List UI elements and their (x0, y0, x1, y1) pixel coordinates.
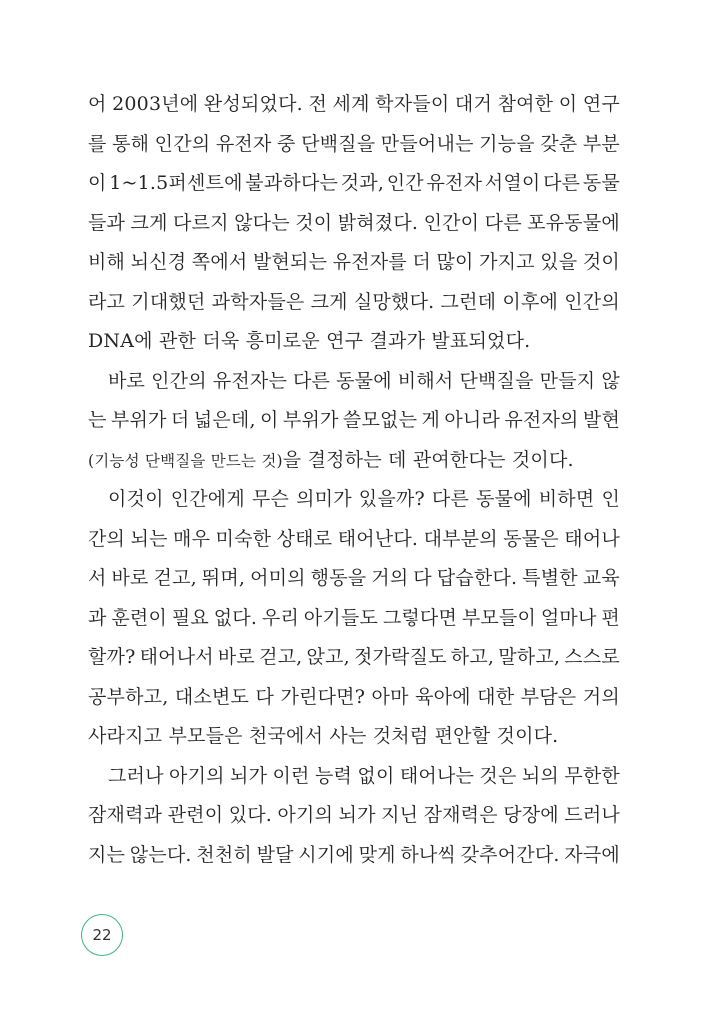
text-segment: 다 (413, 567, 432, 589)
text-segment: 동물에 (336, 369, 392, 392)
text-segment: 이런 (272, 764, 310, 787)
text-segment: 비하면 (538, 488, 595, 510)
text-segment: 하고, (450, 646, 495, 668)
text-segment: 부담은 (520, 685, 577, 708)
text-segment: 비해서 (397, 369, 454, 392)
text-segment: 미숙한 (215, 527, 272, 550)
text-segment: 없다. (213, 606, 258, 629)
text-segment: 만들어내는 (380, 132, 474, 155)
text-line (88, 559, 620, 599)
text-segment: 부위가 (282, 409, 339, 431)
text-segment: 인간의 (154, 132, 211, 155)
text-segment: 태어난다. (337, 527, 419, 550)
text-segment: 완성되었다. (203, 93, 303, 115)
text-segment: 갖추어간다. (460, 843, 560, 866)
text-segment: 말하고, (498, 646, 561, 668)
text-segment: 아기들도 (303, 606, 379, 629)
text-segment: 않다는 (234, 211, 290, 234)
text-segment: 앉고, (306, 646, 350, 668)
text-segment: 거의 (582, 685, 620, 708)
text-segment: 있을까? (358, 488, 425, 510)
text-segment: 인간의 (564, 290, 620, 313)
text-segment: 있다. (228, 804, 273, 826)
body-text (88, 85, 620, 875)
text-segment: 가지고 (479, 251, 535, 273)
text-segment: 뇌는 (130, 527, 168, 550)
text-segment: 관련이 (167, 804, 224, 826)
text-segment: 학자들이 (375, 93, 450, 115)
text-segment: 우리 (261, 606, 299, 629)
text-segment: 것이 (582, 251, 620, 273)
text-segment: 어미의 (250, 567, 306, 589)
text-segment: 부모들이 (461, 606, 537, 629)
text-line (88, 322, 620, 362)
text-segment: 이것이 (108, 488, 164, 510)
text-segment: 단백질을 (301, 132, 376, 155)
text-line (88, 401, 620, 441)
text-segment: 유전자를 (332, 251, 407, 273)
text-segment: 불과하다는 (245, 172, 339, 194)
text-line (88, 717, 620, 757)
text-line (88, 836, 620, 876)
text-segment: 유전자 (426, 172, 483, 194)
text-segment: 훈련이 (111, 606, 168, 629)
text-line (88, 757, 620, 797)
text-segment: 과 (88, 606, 107, 629)
text-segment: 육아에 (415, 685, 471, 708)
text-segment: 다른 (543, 172, 581, 194)
text-segment: 더 (170, 409, 190, 431)
text-segment: 뇌의 (521, 764, 559, 787)
text-segment: 다르지 (173, 211, 229, 234)
text-segment: 간의 (88, 527, 126, 550)
text-segment: 다른 (484, 211, 522, 234)
text-line (88, 85, 620, 125)
text-segment: 그렇다면 (382, 606, 458, 629)
text-line (88, 362, 620, 402)
text-segment: 않 (601, 369, 620, 392)
text-segment: 발현 (582, 409, 620, 431)
text-segment: 2003년에 (112, 93, 199, 115)
text-segment: 라고 (88, 290, 126, 313)
text-segment: 교육 (582, 567, 620, 589)
text-segment: 없이 (357, 764, 395, 787)
text-segment: 드러나 (564, 804, 620, 826)
text-segment: 아니라 (444, 409, 501, 431)
text-segment: 무한한 (564, 764, 620, 787)
text-segment: 다른 (431, 488, 469, 510)
text-segment: 동물에 (476, 488, 532, 510)
text-segment: 뇌가 (230, 764, 268, 787)
text-segment: 그러나 (108, 764, 164, 787)
text-segment: 부위가 (110, 409, 167, 431)
text-segment: 서 (88, 567, 107, 589)
text-segment: 천천히 (196, 843, 252, 866)
text-segment: 전 (308, 93, 327, 115)
text-segment: 할까? (88, 646, 136, 668)
text-segment: 가린다면? (280, 685, 366, 708)
text-segment: 갖춘 (540, 132, 578, 155)
text-segment: 거의 (371, 567, 409, 589)
text-segment: 1~1.5퍼센트에 (109, 172, 243, 194)
text-segment: 이후에 (502, 290, 559, 313)
text-segment: 동물은 (503, 527, 559, 550)
text-segment: 다 (255, 685, 275, 708)
text-segment: 더 (412, 251, 431, 273)
text-line (88, 164, 620, 204)
page-number: 22 (92, 926, 112, 944)
text-segment: 무슨 (251, 488, 290, 510)
page-number-badge (81, 914, 123, 956)
text-segment: 다른 (293, 369, 331, 392)
text-segment: 필요 (171, 606, 209, 629)
text-segment: 기대했던 (131, 290, 206, 313)
text-segment: 를 (88, 132, 107, 155)
text-segment: 서열이 (484, 172, 541, 194)
text-segment: 많이 (436, 251, 474, 273)
text-line (88, 796, 620, 836)
text-segment: 태어나는 (399, 764, 475, 787)
text-segment: 않는다. (129, 843, 192, 866)
text-segment: 이 (88, 172, 107, 194)
text-line (88, 204, 620, 244)
text-segment: 세계 (332, 93, 370, 115)
text-segment: 잠재력은 (423, 804, 498, 826)
text-segment: 비해 (88, 251, 126, 273)
text-segment: 참여한 (497, 93, 554, 115)
text-segment: 동물 (582, 172, 620, 194)
text-segment: 발현되는 (252, 251, 328, 273)
text-segment: 얼마나 (540, 606, 597, 629)
text-segment: 대거 (454, 93, 493, 115)
text-segment: 잠재력과 (88, 804, 163, 826)
text-segment: 자극에 (564, 843, 620, 866)
text-segment: 태어나서 (139, 646, 214, 668)
text-segment: 뛰며, (201, 567, 246, 589)
text-segment: 쓸모없는 (342, 409, 418, 431)
text-segment: 시기에 (298, 843, 354, 866)
text-segment: 있을 (540, 251, 578, 273)
text-line (88, 520, 620, 560)
text-segment: 통해 (112, 132, 150, 155)
parenthetical-note: (기능성 단백질을 만드는 것) (88, 451, 283, 470)
text-segment: 뇌가 (338, 804, 376, 826)
text-segment: 유전자 (215, 132, 272, 155)
text-line (88, 638, 620, 678)
text-segment: 연구 (582, 93, 620, 115)
text-segment: 상태로 (276, 527, 333, 550)
text-segment: 능력 (314, 764, 353, 787)
text-segment: 젓가락질도 (353, 646, 447, 668)
text-segment: 의미가 (296, 488, 352, 510)
text-segment: 지는 (88, 843, 126, 866)
text-segment: 넓은데, (193, 409, 256, 431)
text-segment: 인간 (386, 172, 424, 194)
text-segment: 만들지 (539, 369, 596, 392)
text-segment: 공부하고, (88, 685, 169, 708)
text-segment: 부분 (582, 132, 620, 155)
text-segment: 바로 (111, 567, 149, 589)
text-segment: 크게 (310, 290, 348, 313)
text-line (88, 441, 620, 481)
text-segment: 발달 (256, 843, 294, 866)
text-segment: 쪽에서 (191, 251, 248, 273)
text-segment: 어 (88, 93, 107, 115)
text-segment: 걷고, (153, 567, 197, 589)
text-segment: 스스로 (564, 646, 620, 668)
text-segment: 아기의 (169, 764, 225, 787)
text-line (88, 125, 620, 165)
text-segment: 특별한 (522, 567, 578, 589)
text-segment: 크게 (130, 211, 168, 234)
text-segment: 지닌 (381, 804, 419, 826)
text-segment: 을 결정하는 데 관여한다는 것이다. (282, 448, 574, 471)
text-line (88, 599, 620, 639)
text-segment: 유전자의 (504, 409, 579, 431)
text-line (88, 243, 620, 283)
text-segment: 편 (601, 606, 620, 629)
text-segment: 바로 (108, 369, 146, 392)
text-segment: 대부분의 (423, 527, 498, 550)
text-segment: 포유동물에 (527, 211, 620, 234)
text-line (88, 480, 620, 520)
text-segment: 는 (88, 409, 107, 431)
text-segment: 유전자는 (212, 369, 287, 392)
text-segment: 아마 (371, 685, 409, 708)
text-segment: 하나씩 (400, 843, 456, 866)
text-segment: DNA에 관한 더욱 흥미로운 연구 결과가 발표되었다. (88, 330, 531, 352)
text-segment: 대한 (477, 685, 515, 708)
text-segment: 인간의 (151, 369, 207, 392)
text-segment: 밝혀졌다. (337, 211, 419, 234)
text-segment: 답습한다. (436, 567, 518, 589)
text-segment: 것이 (295, 211, 333, 234)
text-segment: 매우 (173, 527, 211, 550)
text-segment: 행동을 (310, 567, 367, 589)
text-segment: 당장에 (503, 804, 559, 826)
text-segment: 이 (260, 409, 279, 431)
text-segment: 맞게 (358, 843, 396, 866)
text-segment: 걷고, (259, 646, 303, 668)
text-segment: 단백질을 (459, 369, 534, 392)
text-segment: 태어나 (564, 527, 620, 550)
text-segment: 실망했다. (353, 290, 435, 313)
text-segment: 것은 (479, 764, 517, 787)
text-segment: 것과, (340, 172, 385, 194)
text-segment: 아기의 (277, 804, 334, 826)
text-segment: 뇌신경 (130, 251, 187, 273)
text-segment: 게 (421, 409, 441, 431)
text-segment: 사라지고 부모들은 천국에서 사는 것처럼 편안할 것이다. (88, 725, 559, 747)
text-segment: 바로 (217, 646, 255, 668)
text-segment: 대소변도 (174, 685, 250, 708)
text-segment: 인간이 (423, 211, 480, 234)
text-segment: 과학자들은 (211, 290, 305, 313)
text-line (88, 283, 620, 323)
text-segment: 그런데 (440, 290, 497, 313)
text-segment: 기능을 (479, 132, 535, 155)
text-segment: 인 (601, 488, 620, 510)
text-line (88, 678, 620, 718)
text-segment: 이 (558, 93, 578, 115)
text-segment: 들과 (88, 211, 126, 234)
text-segment: 인간에게 (170, 488, 245, 510)
text-segment: 중 (277, 132, 296, 155)
